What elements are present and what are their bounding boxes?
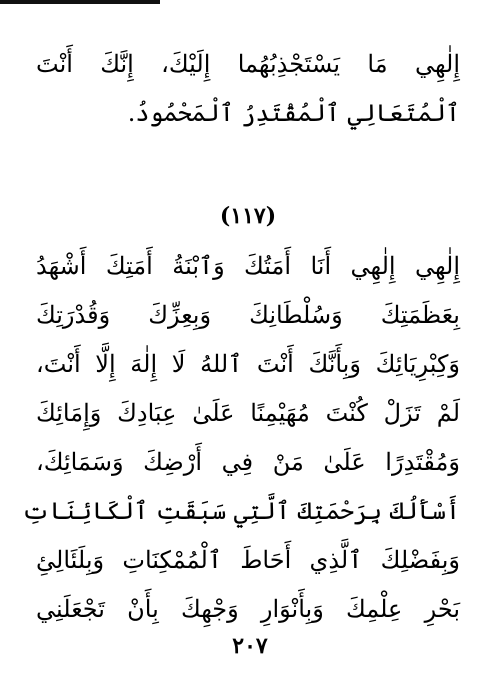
prayer-line: وَبِفَضْلِكَ ٱلَّذِي أَحَاطَ ٱلْمُمْكِنَاتِ وَبِلَئَالِئِ — [36, 546, 460, 574]
prayer-line: وَكِبْرِيَائِكَ وَبِأَنَّكَ أَنْتَ ٱللهُ لَا إِلٰهَ إِلَّا أَنْتَ، — [36, 350, 460, 378]
intro-line: ٱلْمُتَعَالِي ٱلْمُقْتَدِرُ ٱلْمَحْمُودُ. — [127, 99, 460, 127]
top-rule — [0, 0, 160, 4]
prayer-line: أَسْأَلُكَ بِرَحْمَتِكَ ٱلَّتِي سَبَقَتِ ٱلْكَائِنَاتِ — [21, 497, 460, 525]
prayer-line: لَمْ تَزَلْ كُنْتَ مُهَيْمِنًا عَلَىٰ عِبَادِكَ وَإِمَائِكَ — [36, 399, 460, 427]
page-body — [21, 40, 460, 634]
prayer-line: بَحْرِ عِلْمِكَ وَبِأَنْوَارِ وَجْهِكَ بِأَنْ تَجْعَلَنِي — [36, 595, 460, 623]
page-number: ٢٠٧ — [232, 633, 268, 659]
intro-line: إِلٰهِي مَا يَسْتَجْذِبُهُما إِلَيْكَ، إِنَّكَ أَنْتَ — [36, 50, 460, 78]
intro-paragraph — [36, 40, 460, 138]
prayer-paragraph — [21, 242, 460, 634]
prayer-line: إِلٰهِي إِلٰهِي أَنَا أَمَتُكَ وَٱبْنَةُ أَمَتِكَ أَشْهَدُ — [36, 252, 460, 280]
prayer-line: وَمُقْتَدِرًا عَلَىٰ مَنْ فِي أَرْضِكَ وَسَمَائِكَ، — [36, 448, 460, 476]
section-number: (١١٧) — [219, 203, 277, 229]
prayer-line: بِعَظَمَتِكَ وَسُلْطَانِكَ وَبِعِزِّكَ وَقُدْرَتِكَ — [36, 301, 460, 329]
